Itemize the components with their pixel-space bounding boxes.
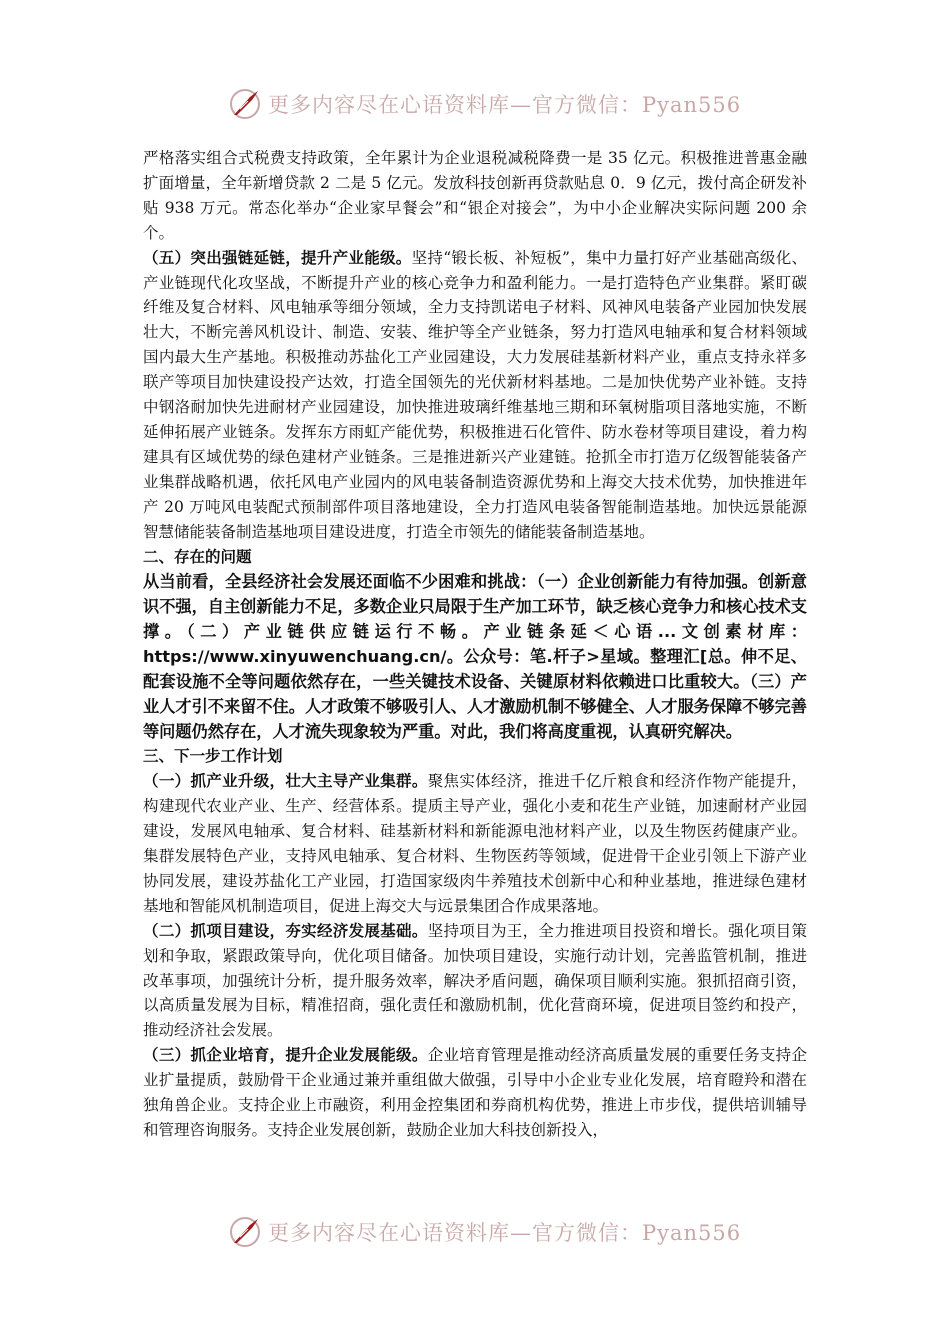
paragraph-industry-chain (143, 246, 807, 545)
paragraph-industry-chain-body: 坚持“锻长板、补短板”，集中力量打好产业基础高级化、产业链现代化攻坚战，不断提升产业的核心竞争力和盈利能力。一是打造特色产业集群。紧盯碳纤维及复合材料、风电轴承等细分领域，全力支持凯诺电子材料、风神风电装备产业园加快发展壮大，不断完善风机设计、制造、安装、维护等全产业链条，努力打造风电轴承和复合材料领域国内最大生产基地。积极推动苏盐化工产业园建设，大力发展硅基新材料产业，重点支持永祥多联产等项目加快建设投产达效，打造全国领先的光伏新材料基地。二是加快优势产业补链。支持中钢洛耐加快先进耐材产业园建设，加快推进玻璃纤维基地三期和环氧树脂项目落地实施，不断延伸拓展产业链条。发挥东方雨虹产能优势，积极推进石化管件、防水卷材等项目建设，着力构建具有区域优势的绿色建材产业链条。三是推进新兴产业建链。抢抓全市打造万亿级智能装备产业集群战略机遇，依托风电产业园内的风电装备制造资源优势和上海交大技术优势，加快推进年产 20 万吨风电装配式预制部件项目落地建设，全力打造风电装备智能制造基地。加快远景能源智慧储能装备制造基地项目建设进度，打造全市领先的储能装备制造基地。 (143, 248, 807, 541)
header-watermark-banner (228, 84, 742, 124)
quill-pen-circle-icon (228, 87, 262, 121)
paragraph-industry-upgrade (143, 769, 807, 918)
paragraph-problems: 从当前看，全县经济社会发展还面临不少困难和挑战：（一）企业创新能力有待加强。创新意识不强，自主创新能力不足，多数企业只局限于生产加工环节，缺乏核心竞争力和核心技术支撑。（二）产业链供应链运行不畅。产业链条延＜心语...文创素材库：https://www.xinyuwenchuang.cn/。公众号：笔.杆子>星域。整理汇[总。伸不足、配套设施不全等问题依然存在，一些关键技术设备、关键原材料依赖进口比重较大。（三）产业人才引不来留不住。人才政策不够吸引人、人才激励机制不够健全、人才服务保障不够完善等问题仍然存在，人才流失现象较为严重。对此，我们将高度重视，认真研究解决。 (143, 572, 807, 742)
section-heading-one: （一）抓产业升级，壮大主导产业集群。 (143, 771, 428, 791)
header-watermark-text: 更多内容尽在心语资料库—官方微信：Pyan556 (268, 93, 742, 117)
heading-next-plan: 三、下一步工作计划 (143, 747, 283, 766)
section-heading-five: （五）突出强链延链，提升产业能级。 (143, 247, 412, 267)
paragraph-project-construction (143, 919, 807, 1044)
footer-watermark-banner (228, 1212, 742, 1252)
quill-pen-circle-icon (228, 1215, 262, 1249)
paragraph-industry-upgrade-body: 聚焦实体经济，推进千亿斤粮食和经济作物产能提升，构建现代农业产业、生产、经营体系。提质主导产业，强化小麦和花生产业链，加速耐材产业园建设，发展风电轴承、复合材料、硅基新材料和新能源电池材料产业，以及生物医药健康产业。集群发展特色产业，支持风电轴承、复合材料、生物医药等领域，促进骨干企业引领上下游产业协同发展，建设苏盐化工产业园，打造国家级肉牛养殖技术创新中心和种业基地，推进绿色建材基地和智能风机制造项目，促进上海交大与远景集团合作成果落地。 (143, 772, 807, 915)
heading-problems: 二、存在的问题 (143, 547, 252, 566)
section-heading-two: （二）抓项目建设，夯实经济发展基础。 (143, 920, 428, 940)
paragraph-enterprise-cultivation-body: 企业培育管理是推动经济高质量发展的重要任务支持企业扩量提质，鼓励骨干企业通过兼并重组做大做强，引导中小企业专业化发展，培育瞪羚和潜在独角兽企业。支持企业上市融资，利用金控集团和券商机构优势，推进上市步伐，提供培训辅导和管理咨询服务。支持企业发展创新，鼓励企业加大科技创新投入， (143, 1046, 807, 1139)
paragraph-project-construction-body: 坚持项目为王，全力推进项目投资和增长。强化项目策划和争取，紧跟政策导向，优化项目储备。加快项目建设，实施行动计划，完善监管机制，推进改革事项，加强统计分析，提升服务效率，解决矛盾问题，确保项目顺利实施。狠抓招商引资，以高质量发展为目标，精准招商，强化责任和激励机制，优化营商环境，促进项目签约和投产，推动经济社会发展。 (143, 921, 807, 1040)
paragraph-tax-finance: 严格落实组合式税费支持政策，全年累计为企业退税减税降费一是 35 亿元。积极推进普惠金融扩面增量，全年新增贷款 2 二是 5 亿元。发放科技创新再贷款贴息 0．9 亿元，拨付高企研发补贴 938 万元。常态化举办“企业家早餐会”和“银企对接会”，为中小企业解决实际问题 200 余个。 (143, 149, 807, 242)
footer-watermark-text: 更多内容尽在心语资料库—官方微信：Pyan556 (268, 1221, 742, 1245)
paragraph-enterprise-cultivation (143, 1043, 807, 1143)
section-heading-three: （三）抓企业培育，提升企业发展能级。 (143, 1045, 428, 1065)
document-body (143, 146, 807, 1143)
